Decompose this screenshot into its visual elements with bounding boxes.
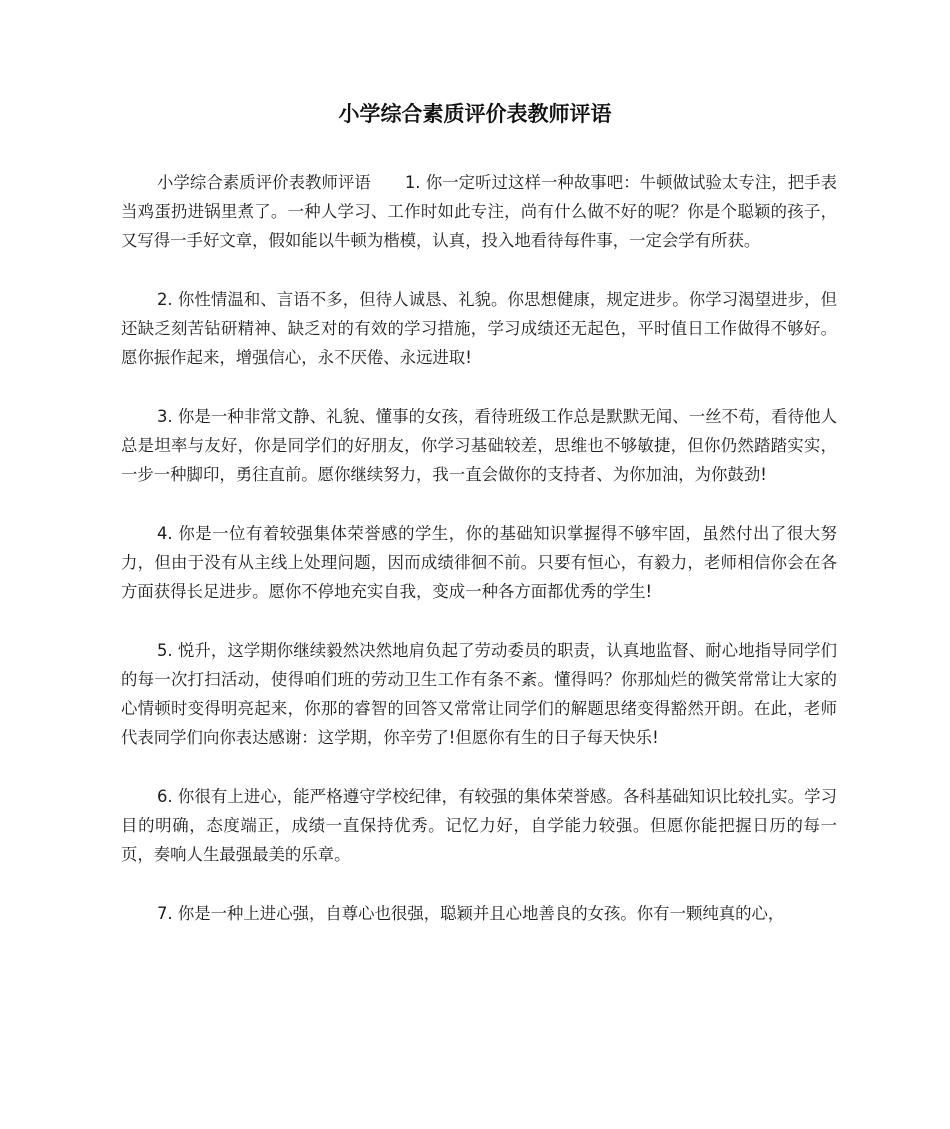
- document-body: [121, 168, 837, 958]
- document-title: 小学综合素质评价表教师评语: [338, 102, 612, 126]
- intro-label: 小学综合素质评价表教师评语: [157, 173, 371, 192]
- paragraph-4: 4. 你是一位有着较强集体荣誉感的学生，你的基础知识掌握得不够牢固，虽然付出了很大努力，但由于没有从主线上处理问题，因而成绩徘徊不前。只要有恒心，有毅力，老师相信你会在各方面获得长足进步。愿你不停地充实自我，变成一种各方面都优秀的学生!: [121, 524, 837, 601]
- paragraph-1: [121, 168, 837, 255]
- paragraph-5: 5. 悦升，这学期你继续毅然决然地肩负起了劳动委员的职责，认真地监督、耐心地指导同学们的每一次打扫活动，使得咱们班的劳动卫生工作有条不紊。懂得吗？你那灿烂的微笑常常让大家的心情顿时变得明亮起来，你那的睿智的回答又常常让同学们的解题思绪变得豁然开朗。在此，老师代表同学们向你表达感谢：这学期，你辛劳了!但愿你有生的日子每天快乐!: [121, 641, 837, 747]
- paragraph-1-text: 1. 你一定听过这样一种故事吧：牛顿做试验太专注，把手表当鸡蛋扔进锅里煮了。一种人学习、工作时如此专注，尚有什么做不好的呢？你是个聪颖的孩子，又写得一手好文章，假如能以牛顿为楷模，认真，投入地看待每件事，一定会学有所获。: [121, 173, 837, 250]
- paragraph-3: 3. 你是一种非常文静、礼貌、懂事的女孩，看待班级工作总是默默无闻、一丝不苟，看待他人总是坦率与友好，你是同学们的好朋友，你学习基础较差，思维也不够敏捷，但你仍然踏踏实实，一步一种脚印，勇往直前。愿你继续努力，我一直会做你的支持者、为你加油，为你鼓劲!: [121, 407, 837, 484]
- paragraph-6: 6. 你很有上进心，能严格遵守学校纪律，有较强的集体荣誉感。各科基础知识比较扎实。学习目的明确，态度端正，成绩一直保持优秀。记忆力好，自学能力较强。但愿你能把握日历的每一页，奏响人生最强最美的乐章。: [121, 787, 837, 864]
- paragraph-7: 7. 你是一种上进心强，自尊心也很强，聪颖并且心地善良的女孩。你有一颗纯真的心，: [157, 904, 785, 923]
- paragraph-2: 2. 你性情温和、言语不多，但待人诚恳、礼貌。你思想健康，规定进步。你学习渴望进步，但还缺乏刻苦钻研精神、缺乏对的有效的学习措施，学习成绩还无起色，平时值日工作做得不够好。愿你振作起来，增强信心，永不厌倦、永远进取!: [121, 290, 837, 367]
